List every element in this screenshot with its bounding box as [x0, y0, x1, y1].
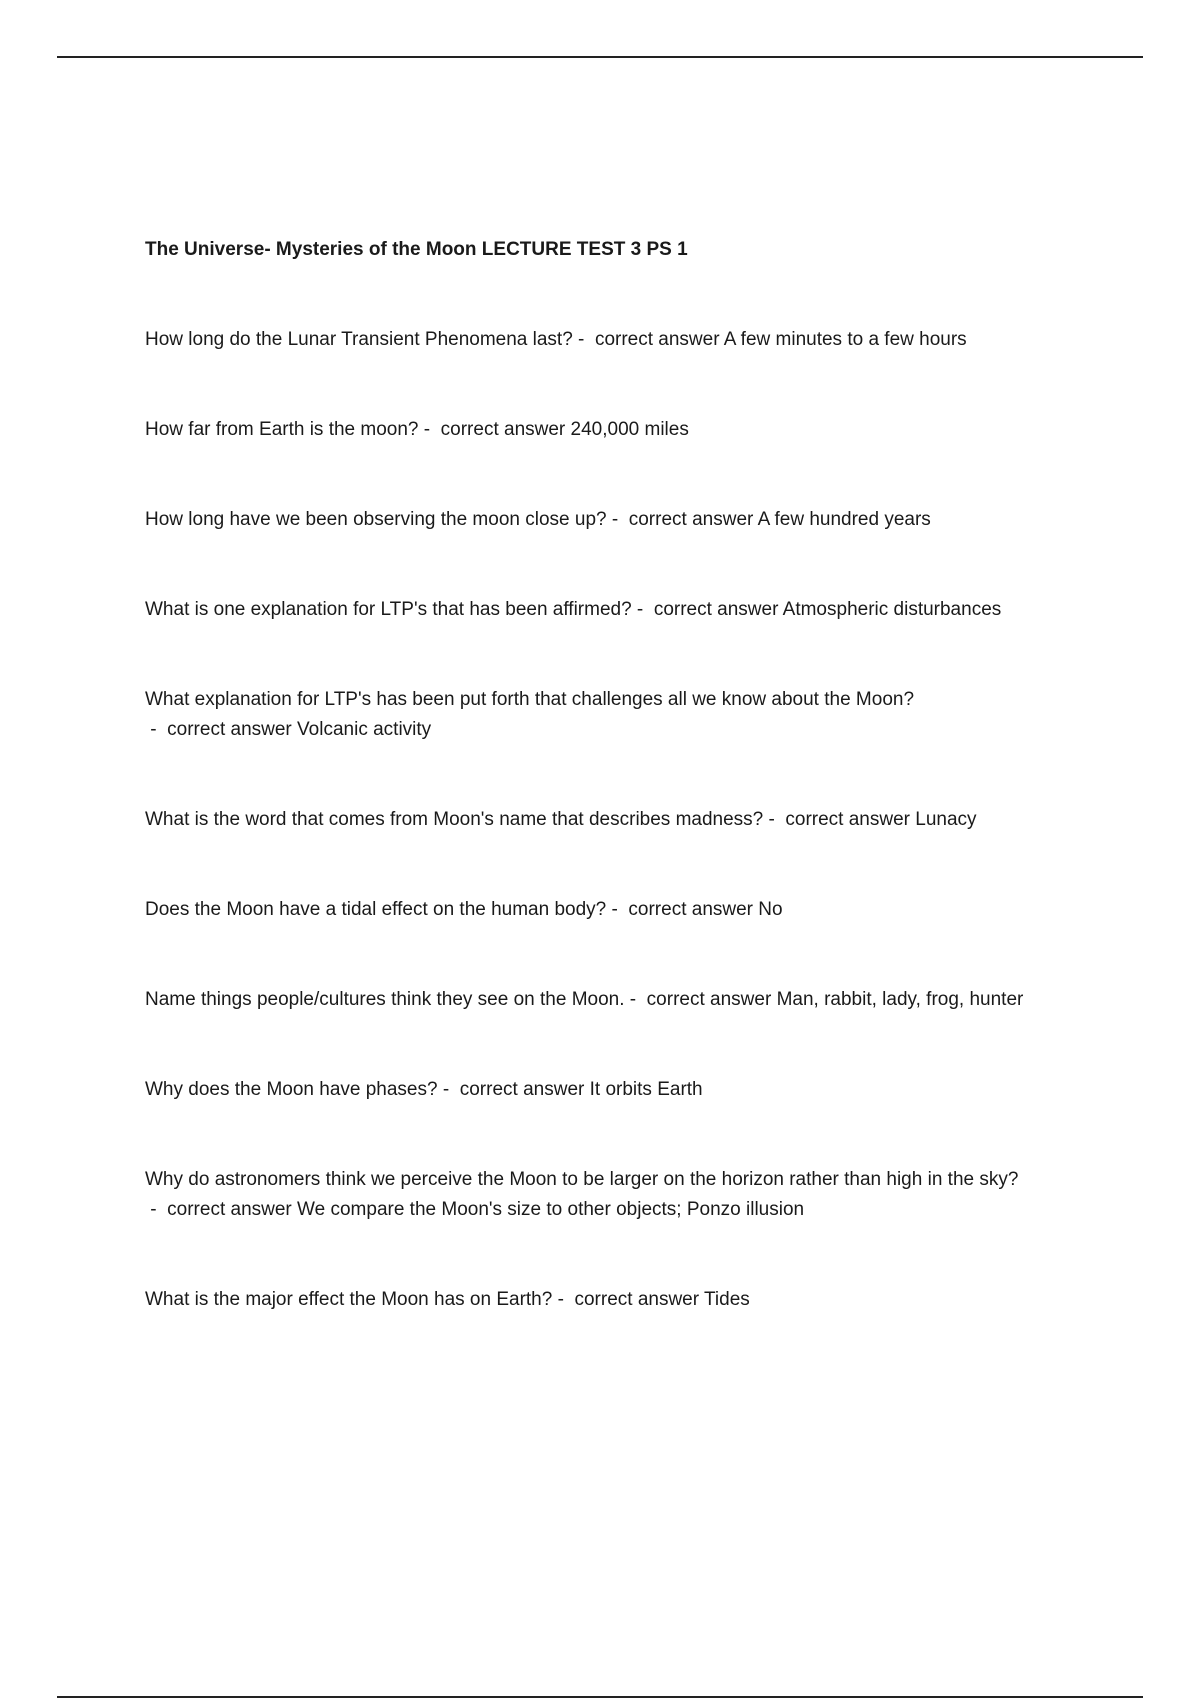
answer-text: A few hundred years [757, 509, 931, 530]
document-body [145, 235, 1095, 1375]
answer-separator: - correct answer [572, 329, 724, 350]
question-text: Does the Moon have a tidal effect on the human body? [145, 899, 607, 920]
answer-text: Volcanic activity [297, 719, 432, 740]
top-rule [57, 56, 1143, 58]
answer-text: 240,000 miles [570, 419, 689, 440]
question-text: What explanation for LTP's has been put forth that challenges all we know about the Moon? [145, 689, 915, 710]
answer-text: A few minutes to a few hours [723, 329, 967, 350]
answer-separator: - correct answer [606, 899, 759, 920]
qa-item [145, 505, 1095, 535]
qa-item [145, 1165, 1095, 1225]
answer-text: Man, rabbit, lady, frog, hunter [776, 989, 1024, 1010]
question-text: How far from Earth is the moon? [145, 419, 419, 440]
question-text: Name things people/cultures think they see on the Moon. [145, 989, 625, 1010]
qa-item [145, 985, 1095, 1015]
question-text: Why do astronomers think we perceive the Moon to be larger on the horizon rather than high in the sky? [145, 1169, 1019, 1190]
qa-item [145, 805, 1095, 835]
question-text: How long have we been observing the moon close up? [145, 509, 607, 530]
question-text: What is one explanation for LTP's that has been affirmed? [145, 599, 632, 620]
bottom-rule [57, 1696, 1143, 1698]
qa-item [145, 1285, 1095, 1315]
answer-text: No [758, 899, 783, 920]
qa-item [145, 595, 1095, 625]
qa-item [145, 685, 1095, 745]
answer-text: Lunacy [915, 809, 977, 830]
answer-text: Atmospheric disturbances [782, 599, 1002, 620]
question-text: What is the major effect the Moon has on Earth? [145, 1289, 553, 1310]
qa-item [145, 415, 1095, 445]
answer-separator: - correct answer [145, 1199, 298, 1220]
answer-text: It orbits Earth [589, 1079, 703, 1100]
answer-text: Tides [704, 1289, 750, 1310]
answer-separator: - correct answer [552, 1289, 705, 1310]
answer-separator: - correct answer [145, 719, 298, 740]
document-title: The Universe- Mysteries of the Moon LECTURE TEST 3 PS 1 [145, 239, 688, 260]
answer-separator: - correct answer [606, 509, 758, 530]
answer-separator: - correct answer [624, 989, 777, 1010]
question-text: What is the word that comes from Moon's name that describes madness? [145, 809, 764, 830]
question-text: Why does the Moon have phases? [145, 1079, 438, 1100]
qa-item [145, 895, 1095, 925]
answer-separator: - correct answer [418, 419, 571, 440]
qa-item [145, 1075, 1095, 1105]
answer-separator: - correct answer [631, 599, 783, 620]
answer-separator: - correct answer [437, 1079, 590, 1100]
answer-separator: - correct answer [763, 809, 916, 830]
question-text: How long do the Lunar Transient Phenomena last? [145, 329, 573, 350]
qa-item [145, 325, 1095, 355]
answer-text: We compare the Moon's size to other objects; Ponzo illusion [297, 1199, 805, 1220]
